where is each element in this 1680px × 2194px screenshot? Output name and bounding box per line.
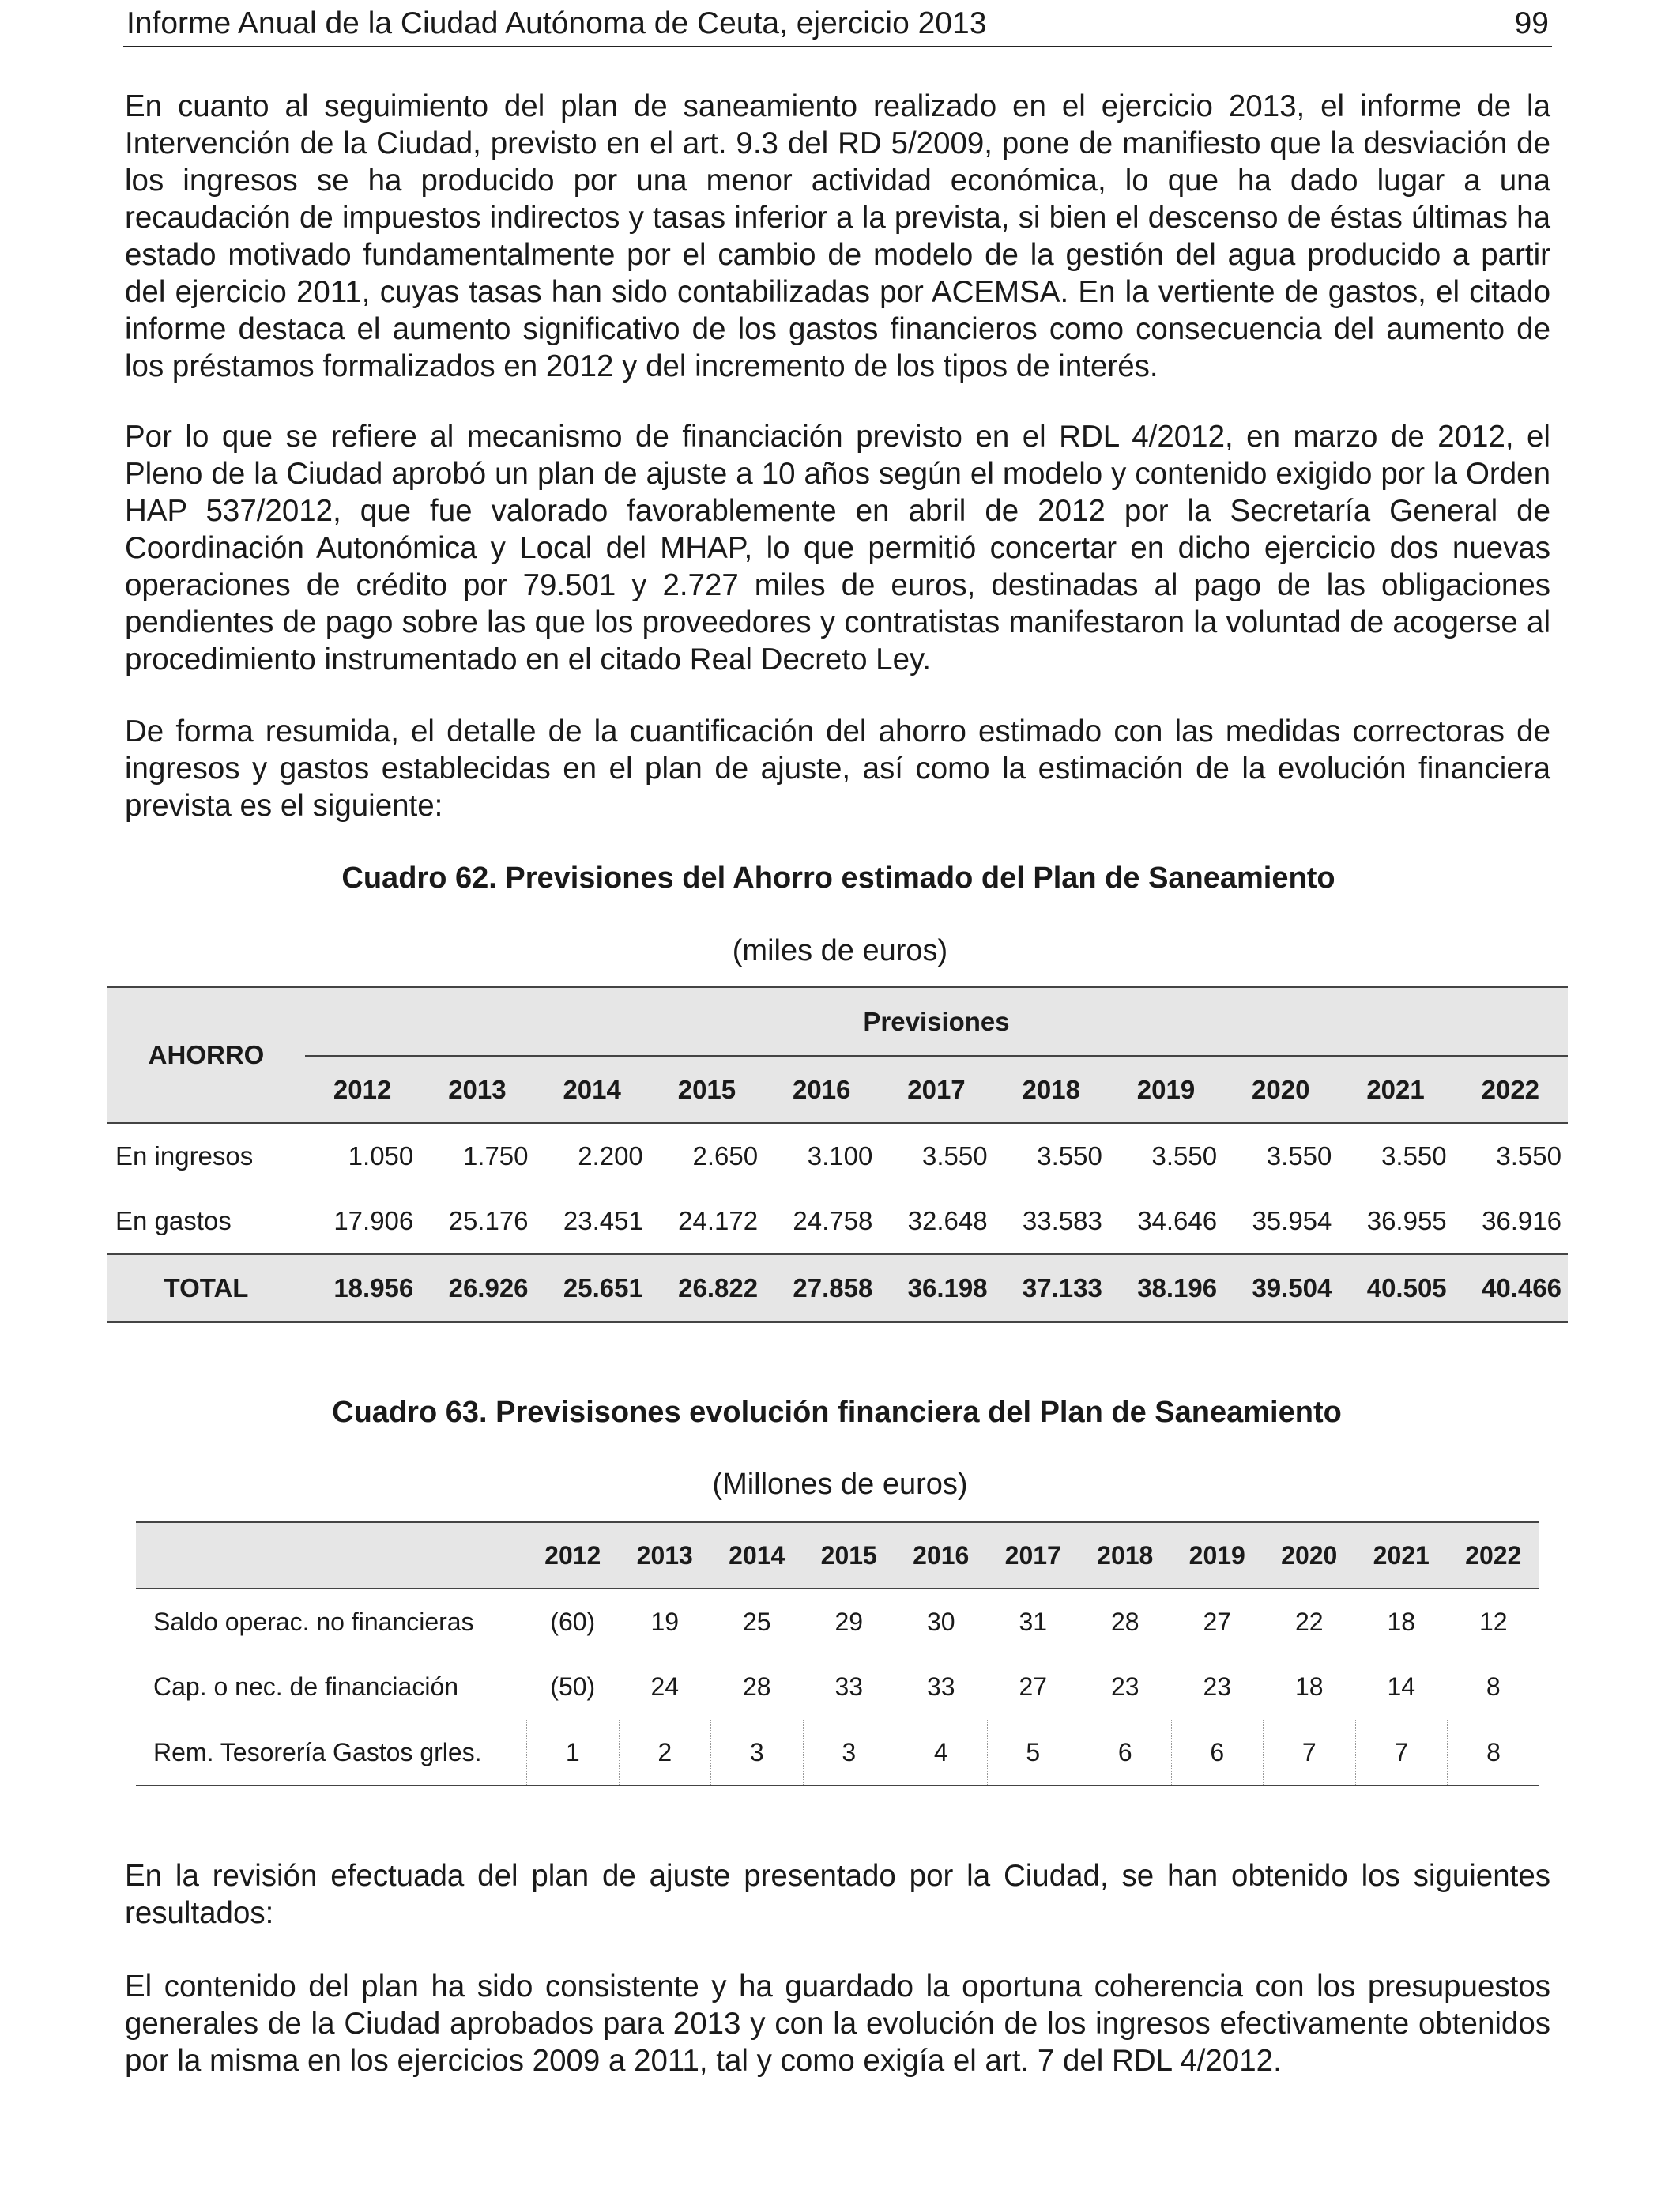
table-cell: 19 — [650, 1607, 680, 1636]
table-cell: 8 — [1448, 1720, 1540, 1785]
total-cell: 25.651 — [535, 1254, 650, 1322]
table-cell: 2 — [619, 1720, 711, 1785]
table-cell: 22 — [1294, 1607, 1324, 1636]
table-cell: 3 — [803, 1720, 895, 1785]
table-cell: 27 — [1019, 1672, 1048, 1701]
table-cell: 5 — [987, 1720, 1079, 1785]
table-cell: 3.100 — [807, 1141, 873, 1171]
table-cell: 3.550 — [1266, 1141, 1332, 1171]
table-cell: 17.906 — [333, 1206, 414, 1235]
table-cell: 25 — [742, 1607, 771, 1636]
table63-year-header: 2015 — [803, 1522, 895, 1589]
table-cell: 25.176 — [448, 1206, 529, 1235]
table-cell: 6 — [1079, 1720, 1172, 1785]
table63-unit: (Millones de euros) — [712, 1468, 968, 1501]
table62-year-header: 2013 — [420, 1056, 534, 1123]
table-cell: 33.583 — [1022, 1206, 1102, 1235]
table-cell: 6 — [1171, 1720, 1264, 1785]
table-cell: 1 — [527, 1720, 620, 1785]
paragraph-resumen: De forma resumida, el detalle de la cuantificación del ahorro estimado con las medidas correctoras de ingresos y gastos establecidas en el plan de ajuste, así como la estimación de la evolución financiera prevista es el siguiente: — [125, 714, 1550, 823]
paragraph-mecanismo: Por lo que se refiere al mecanismo de financiación previsto en el RDL 4/2012, en marzo de 2012, el Pleno de la Ciudad aprobó un plan de ajuste a 10 años según el modelo y contenido exigido por la Orden HAP 537/2012, que fue valorado favorablemente en abril de 2012 por la Secretaría General de Coordinación Autonómica y Local del MHAP, lo que permitió concertar en dicho ejercicio dos nuevas operaciones de crédito por 79.501 y 2.727 miles de euros, destinadas al pago de las obligaciones pendientes de pago sobre las que los proveedores y contratistas manifestaron la voluntad de acogerse al procedimiento instrumentado en el citado Real Decreto Ley. — [125, 420, 1550, 677]
table62-year-header: 2018 — [994, 1056, 1109, 1123]
table-cell: 18 — [1294, 1672, 1324, 1701]
total-cell: 36.198 — [879, 1254, 993, 1322]
page-number: 99 — [1514, 6, 1549, 40]
table-evolucion-financiera — [136, 1521, 1539, 1786]
total-cell: 37.133 — [994, 1254, 1109, 1322]
table-cell: 8 — [1486, 1672, 1501, 1701]
table62-year-header: 2017 — [879, 1056, 993, 1123]
table-row — [136, 1654, 1539, 1720]
table-total-row — [107, 1254, 1568, 1322]
table-cell: 34.646 — [1137, 1206, 1218, 1235]
table-cell: 36.916 — [1482, 1206, 1561, 1235]
total-cell: 18.956 — [305, 1254, 420, 1322]
table-cell: 24.172 — [678, 1206, 759, 1235]
total-cell: 26.926 — [420, 1254, 534, 1322]
table63-year-header: 2018 — [1079, 1522, 1172, 1589]
table62-year-header: 2014 — [535, 1056, 650, 1123]
table63-year-header: 2012 — [527, 1522, 620, 1589]
paragraph-revision: En la revisión efectuada del plan de ajuste presentado por la Ciudad, se han obtenido los siguientes resultados: — [125, 1859, 1550, 1930]
table-row — [107, 1189, 1568, 1254]
table62-year-header: 2020 — [1223, 1056, 1338, 1123]
table-cell: 30 — [926, 1607, 955, 1636]
table63-year-header: 2016 — [895, 1522, 988, 1589]
table62-unit: (miles de euros) — [732, 934, 948, 967]
total-cell: 27.858 — [764, 1254, 879, 1322]
table-cell: 35.954 — [1252, 1206, 1332, 1235]
table-cell: 3 — [711, 1720, 804, 1785]
table63-year-header: 2020 — [1264, 1522, 1356, 1589]
table-row — [136, 1720, 1539, 1785]
table-cell: 1.750 — [462, 1141, 529, 1171]
table-cell: 2.200 — [578, 1141, 643, 1171]
table63-year-header: 2017 — [987, 1522, 1079, 1589]
table63-year-header: 2022 — [1448, 1522, 1540, 1589]
row-label: Rem. Tesorería Gastos grles. — [136, 1720, 527, 1785]
table-cell: 28 — [1110, 1607, 1139, 1636]
table-row — [107, 1123, 1568, 1189]
table-cell: 3.550 — [1381, 1141, 1447, 1171]
page-header — [123, 5, 1552, 47]
table-cell: (50) — [550, 1672, 596, 1701]
table63-year-header: 2014 — [711, 1522, 804, 1589]
table63-year-header: 2019 — [1171, 1522, 1264, 1589]
table-cell: 31 — [1019, 1607, 1048, 1636]
table62-year-header: 2015 — [650, 1056, 764, 1123]
total-label: TOTAL — [107, 1254, 305, 1322]
table-cell: 3.550 — [1151, 1141, 1218, 1171]
table-cell: 3.550 — [1037, 1141, 1102, 1171]
table-cell: 18 — [1387, 1607, 1416, 1636]
table-cell: 4 — [895, 1720, 988, 1785]
table-cell: (60) — [550, 1607, 596, 1636]
table-cell: 7 — [1264, 1720, 1356, 1785]
table62-year-header: 2016 — [764, 1056, 879, 1123]
table-cell: 32.648 — [907, 1206, 988, 1235]
table-cell: 29 — [834, 1607, 864, 1636]
table-cell: 14 — [1387, 1672, 1416, 1701]
table-cell: 27 — [1203, 1607, 1232, 1636]
table-cell: 3.550 — [922, 1141, 988, 1171]
total-cell: 40.466 — [1453, 1254, 1568, 1322]
paragraph-contenido: El contenido del plan ha sido consistente y ha guardado la oportuna coherencia con los presupuestos generales de la Ciudad aprobados para 2013 y con la evolución de los ingresos efectivamente obtenidos por la misma en los ejercicios 2009 a 2011, tal y como exigía el art. 7 del RDL 4/2012. — [125, 1970, 1550, 2078]
row-label: En ingresos — [115, 1141, 254, 1171]
table63-year-header: 2021 — [1355, 1522, 1448, 1589]
table-cell: 23 — [1110, 1672, 1139, 1701]
table-cell: 23 — [1203, 1672, 1232, 1701]
row-label: En gastos — [115, 1206, 232, 1235]
row-label: Cap. o nec. de financiación — [153, 1672, 459, 1701]
table62-caption: Cuadro 62. Previsiones del Ahorro estimado del Plan de Saneamiento — [341, 861, 1335, 895]
table62-row-header: AHORRO — [107, 987, 305, 1123]
table62-group-header: Previsiones — [305, 987, 1568, 1056]
table-cell: 3.550 — [1496, 1141, 1561, 1171]
total-cell: 39.504 — [1223, 1254, 1338, 1322]
table-cell: 12 — [1478, 1607, 1508, 1636]
table62-year-header: 2019 — [1109, 1056, 1223, 1123]
table-ahorro — [107, 986, 1568, 1323]
table-cell: 24 — [650, 1672, 680, 1701]
header-title: Informe Anual de la Ciudad Autónoma de Ceuta, ejercicio 2013 — [126, 6, 987, 40]
table63-year-header: 2013 — [619, 1522, 711, 1589]
table-cell: 33 — [834, 1672, 864, 1701]
row-label: Saldo operac. no financieras — [153, 1607, 474, 1636]
table62-year-header: 2022 — [1453, 1056, 1568, 1123]
table-cell: 33 — [926, 1672, 955, 1701]
table-cell: 28 — [742, 1672, 771, 1701]
total-cell: 40.505 — [1338, 1254, 1452, 1322]
table63-caption: Cuadro 63. Previsisones evolución financiera del Plan de Saneamiento — [332, 1396, 1342, 1429]
table62-year-header: 2021 — [1338, 1056, 1452, 1123]
table62-year-header: 2012 — [305, 1056, 420, 1123]
total-cell: 38.196 — [1109, 1254, 1223, 1322]
table-cell: 36.955 — [1366, 1206, 1447, 1235]
table-cell: 24.758 — [793, 1206, 873, 1235]
table-cell: 7 — [1355, 1720, 1448, 1785]
table-cell: 23.451 — [563, 1206, 643, 1235]
table-row — [136, 1589, 1539, 1654]
paragraph-seguimiento: En cuanto al seguimiento del plan de saneamiento realizado en el ejercicio 2013, el informe de la Intervención de la Ciudad, previsto en el art. 9.3 del RD 5/2009, pone de manifiesto que la desviación de los ingresos se ha producido por una menor actividad económica, lo que ha dado lugar a una recaudación de impuestos indirectos y tasas inferior a la prevista, si bien el descenso de éstas últimas ha estado motivado fundamentalmente por el cambio de modelo de la gestión del agua producido a partir del ejercicio 2011, cuyas tasas han sido contabilizadas por ACEMSA. En la vertiente de gastos, el citado informe destaca el aumento significativo de los gastos financieros como consecuencia del aumento de los préstamos formalizados en 2012 y del incremento de los tipos de interés. — [125, 89, 1550, 383]
table-cell: 2.650 — [692, 1141, 759, 1171]
table-cell: 1.050 — [348, 1141, 414, 1171]
table63-corner-header — [136, 1522, 527, 1589]
total-cell: 26.822 — [650, 1254, 764, 1322]
